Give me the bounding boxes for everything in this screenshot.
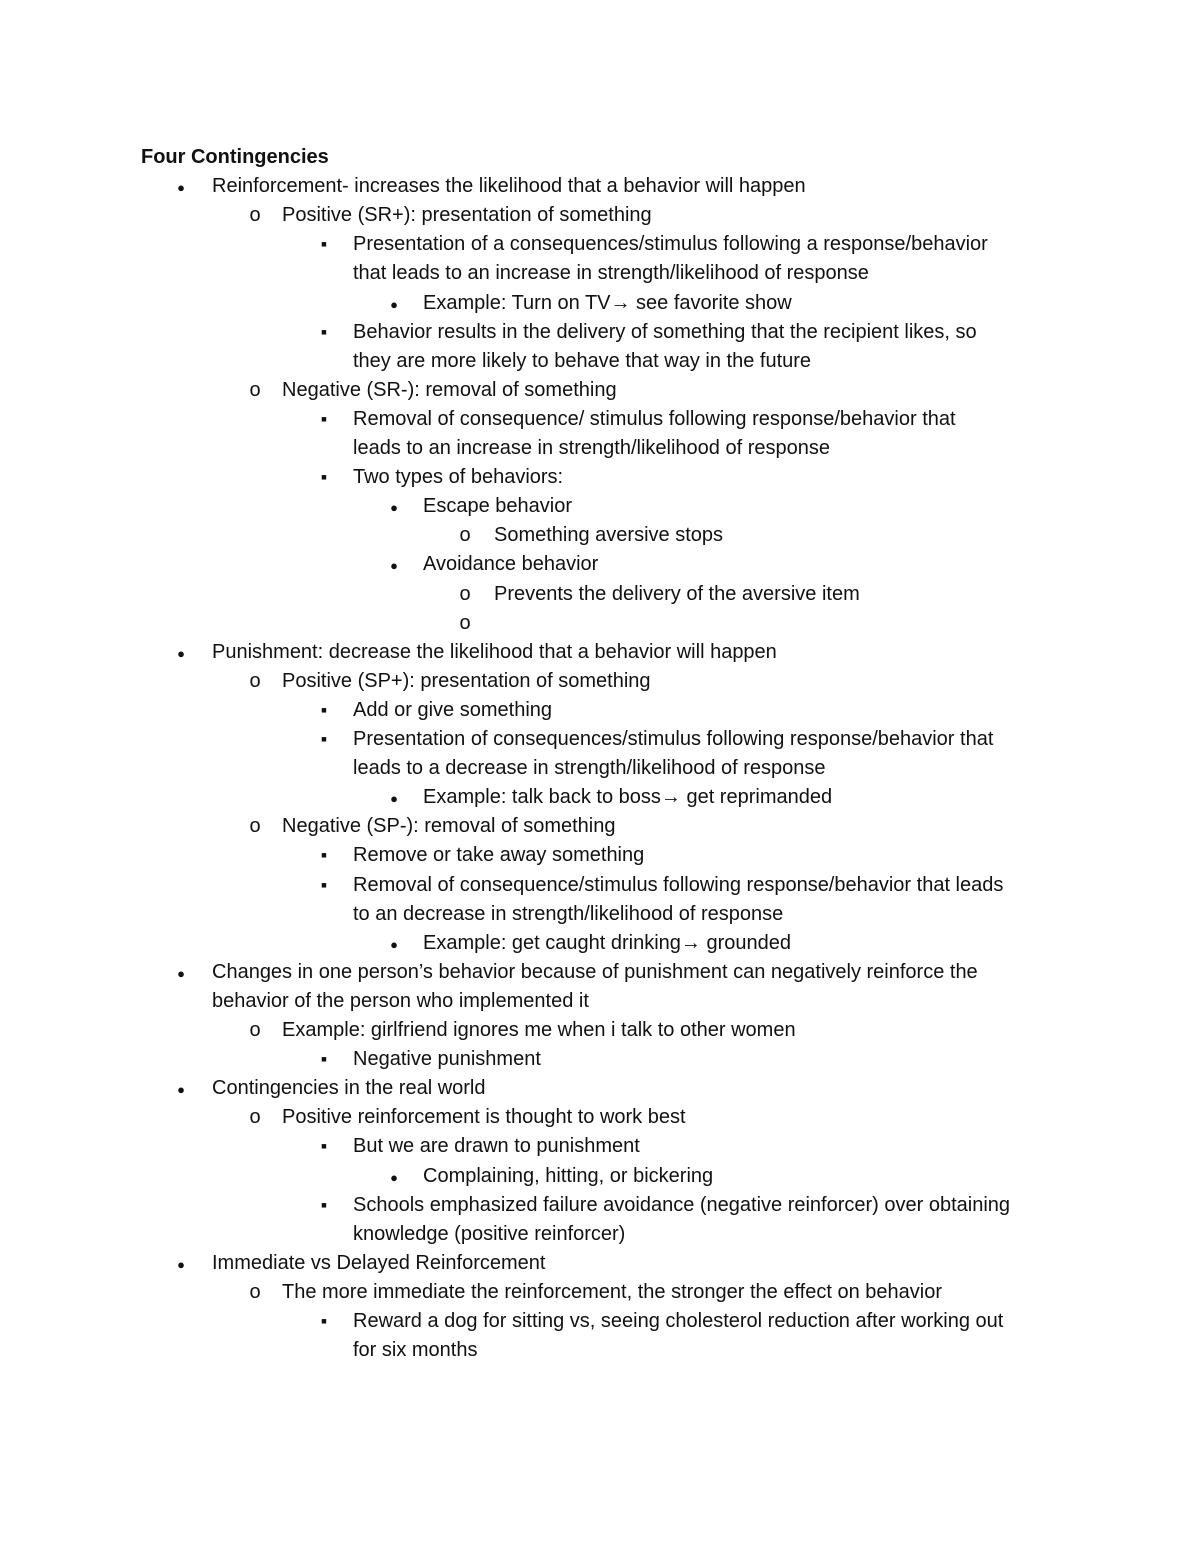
list-item-text: Remove or take away something: [353, 844, 645, 867]
square-bullet-icon: [314, 1045, 334, 1073]
list-item-text: leads to an increase in strength/likelihood of response: [353, 437, 830, 459]
list-item-text: Reward a dog for sitting vs, seeing cholesterol reduction after working out: [353, 1310, 1004, 1332]
dot-bullet-icon: [384, 783, 404, 813]
circle-bullet-icon: [455, 580, 475, 608]
square-bullet-icon: [314, 725, 334, 753]
list-item-text: Removal of consequence/ stimulus following response/behavior that: [353, 407, 956, 430]
list-item-text: Schools emphasized failure avoidance (negative reinforcer) over obtaining: [353, 1193, 1011, 1216]
dot-bullet-icon: [171, 1249, 191, 1279]
square-bullet-icon: [314, 696, 334, 724]
circle-bullet-icon: [245, 201, 265, 229]
list-item-text: Negative (SP-): removal of something: [282, 815, 616, 838]
list-item-text: Add or give something: [353, 698, 553, 721]
square-bullet-icon: [314, 230, 334, 258]
list-item-text: Negative punishment: [353, 1048, 541, 1071]
circle-bullet-icon: [245, 667, 265, 695]
list-item-text: Escape behavior: [423, 495, 572, 518]
list-item-text: for six months: [353, 1339, 478, 1362]
list-item-text: Positive (SP+): presentation of something: [282, 669, 651, 692]
list-item-text: they are more likely to behave that way in the future: [353, 349, 812, 372]
list-item-text: Two types of behaviors:: [353, 466, 564, 489]
list-item-text: Example: get caught drinking→ grounded: [423, 931, 792, 954]
list-item-text: Positive reinforcement is thought to work best: [282, 1106, 686, 1129]
list-item-text: Removal of consequence/stimulus following response/behavior that leads: [353, 873, 1004, 896]
list-item-text: Prevents the delivery of the aversive item: [494, 582, 860, 605]
list-item-text: Presentation of consequences/stimulus following response/behavior that: [353, 728, 994, 750]
list-item-text: Punishment: decrease the likelihood that a behavior will happen: [212, 640, 777, 663]
list-item-text: Avoidance behavior: [423, 553, 599, 576]
list-item-text: Something aversive stops: [494, 524, 724, 547]
square-bullet-icon: [314, 871, 334, 899]
list-item-text: Example: talk back to boss→ get reprimanded: [423, 786, 833, 809]
circle-bullet-icon: [245, 812, 265, 840]
square-bullet-icon: [314, 1132, 334, 1160]
circle-bullet-icon: [245, 1278, 265, 1306]
list-item-text: The more immediate the reinforcement, the stronger the effect on behavior: [282, 1280, 942, 1303]
square-bullet-icon: [314, 1307, 334, 1335]
circle-bullet-icon: [455, 521, 475, 549]
list-item-text: Example: Turn on TV→ see favorite show: [423, 291, 792, 314]
dot-bullet-icon: [384, 492, 404, 522]
square-bullet-icon: [314, 1191, 334, 1219]
circle-bullet-icon: [245, 376, 265, 404]
list-item-text: Positive (SR+): presentation of something: [282, 204, 652, 227]
page-title: Four Contingencies: [141, 146, 329, 168]
list-item-text: Complaining, hitting, or bickering: [423, 1164, 714, 1187]
dot-bullet-icon: [384, 550, 404, 580]
dot-bullet-icon: [171, 1074, 191, 1104]
circle-bullet-icon: [455, 609, 475, 637]
list-item-text: knowledge (positive reinforcer): [353, 1222, 626, 1245]
list-item-text: Immediate vs Delayed Reinforcement: [212, 1251, 546, 1274]
square-bullet-icon: [314, 463, 334, 491]
list-item-text: to an decrease in strength/likelihood of response: [353, 902, 784, 925]
list-item-text: that leads to an increase in strength/likelihood of response: [353, 262, 869, 285]
circle-bullet-icon: [245, 1016, 265, 1044]
square-bullet-icon: [314, 841, 334, 869]
list-item-text: Behavior results in the delivery of something that the recipient likes, so: [353, 320, 977, 343]
list-item-text: Reinforcement- increases the likelihood that a behavior will happen: [212, 175, 806, 198]
list-item-text: Presentation of a consequences/stimulus following a response/behavior: [353, 233, 988, 256]
list-item-text: behavior of the person who implemented it: [212, 989, 589, 1012]
dot-bullet-icon: [384, 1162, 404, 1192]
list-item-text: Contingencies in the real world: [212, 1077, 486, 1100]
square-bullet-icon: [314, 318, 334, 346]
dot-bullet-icon: [384, 289, 404, 319]
dot-bullet-icon: [171, 638, 191, 668]
dot-bullet-icon: [384, 929, 404, 959]
list-item-text: Example: girlfriend ignores me when i talk to other women: [282, 1019, 796, 1041]
list-item-text: leads to a decrease in strength/likelihood of response: [353, 757, 826, 780]
dot-bullet-icon: [171, 172, 191, 202]
circle-bullet-icon: [245, 1103, 265, 1131]
square-bullet-icon: [314, 405, 334, 433]
list-item-text: Negative (SR-): removal of something: [282, 378, 617, 401]
dot-bullet-icon: [171, 958, 191, 988]
list-item-text: But we are drawn to punishment: [353, 1135, 640, 1158]
list-item-text: Changes in one person’s behavior because of punishment can negatively reinforce the: [212, 960, 978, 983]
